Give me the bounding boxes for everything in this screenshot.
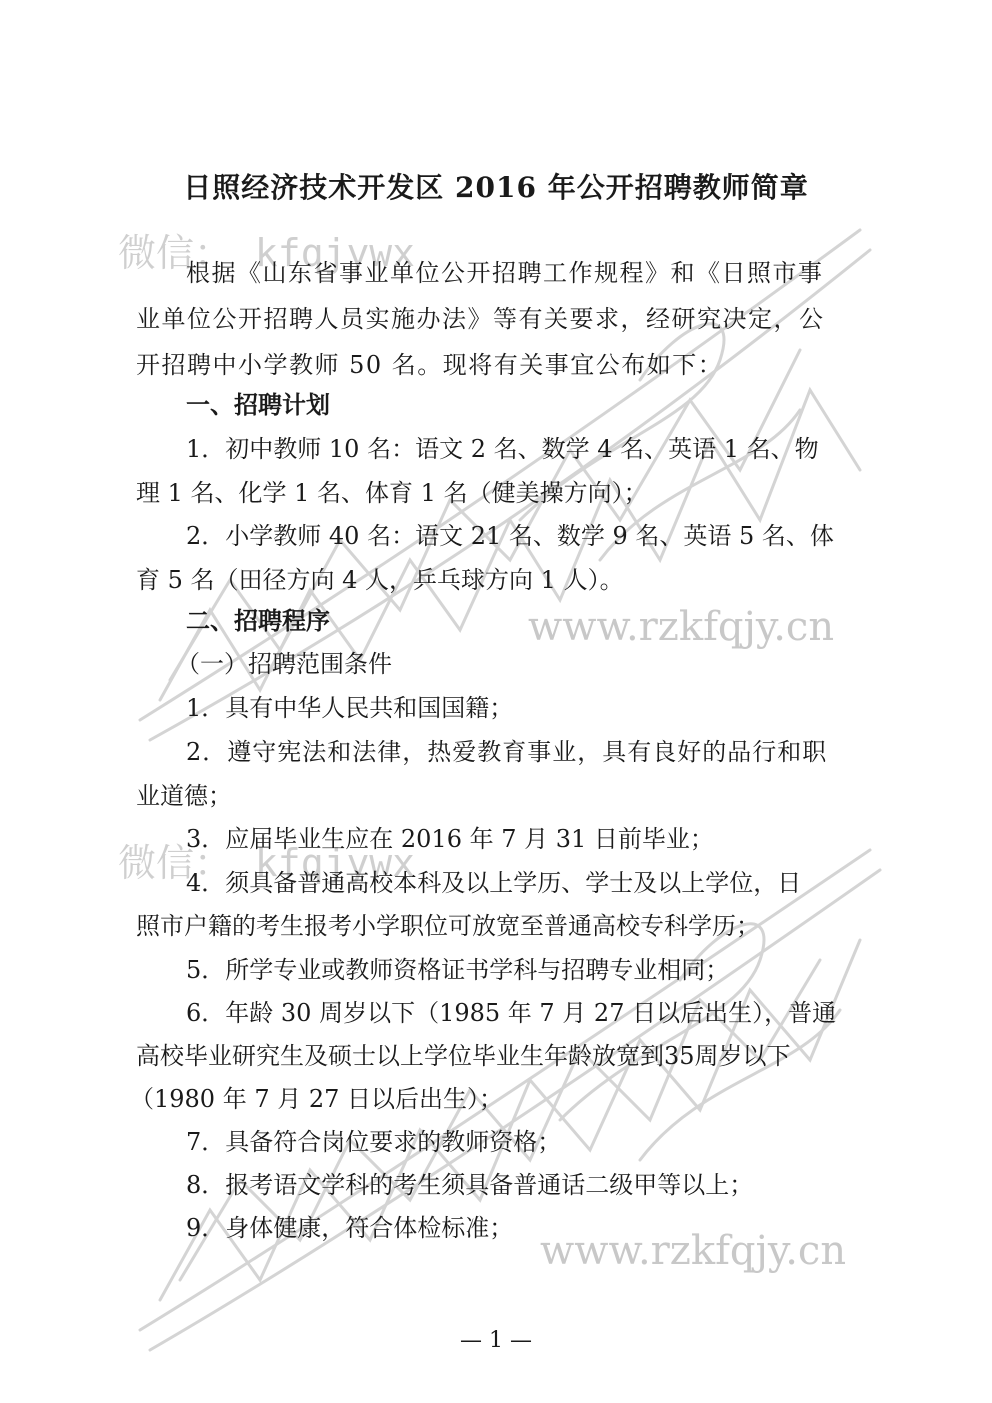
paragraph-line: 6．年龄 30 周岁以下（1985 年 7 月 27 日以后出生），普通 <box>186 999 837 1027</box>
paragraph-line: 业单位公开招聘人员实施办法》等有关要求，经研究决定，公 <box>136 305 825 333</box>
section-heading: 一、招聘计划 <box>186 391 330 419</box>
paragraph-line: 2．小学教师 40 名：语文 21 名、数学 9 名、英语 5 名、体 <box>186 522 834 550</box>
wechat-watermark: 微信： kfqjywx <box>118 231 416 275</box>
document-title: 日照经济技术开发区 2016 年公开招聘教师简章 <box>183 171 809 204</box>
subsection-heading: （一）招聘范围条件 <box>176 650 392 678</box>
paragraph-line: 业道德； <box>136 782 232 810</box>
paragraph-line: 理 1 名、化学 1 名、体育 1 名（健美操方向）； <box>136 479 648 507</box>
wechat-watermark: 微信： kfqjywx <box>118 841 416 885</box>
section-heading: 二、招聘程序 <box>186 607 330 635</box>
paragraph-line: 高校毕业研究生及硕士以上学位毕业生年龄放宽到35周岁以下 <box>136 1042 791 1070</box>
paragraph-line: 8．报考语文学科的考生须具备普通话二级甲等以上； <box>186 1171 754 1199</box>
paragraph-line: 3．应届毕业生应在 2016 年 7 月 31 日前毕业； <box>186 825 714 853</box>
paragraph-line: 5．所学专业或教师资格证书学科与招聘专业相同； <box>186 956 730 984</box>
paragraph-line: 4．须具备普通高校本科及以上学历、学士及以上学位，日 <box>186 869 802 897</box>
website-watermark: www.rzkfqjy.cn <box>540 1228 847 1274</box>
paragraph-line: 2．遵守宪法和法律，热爱教育事业，具有良好的品行和职 <box>186 738 828 766</box>
paragraph-line: 育 5 名（田径方向 4 人，乒乓球方向 1 人）。 <box>136 566 624 594</box>
paragraph-line: 1．具有中华人民共和国国籍； <box>186 694 514 722</box>
paragraph-line: 根据《山东省事业单位公开招聘工作规程》和《日照市事 <box>186 259 824 287</box>
paragraph-line: 9．身体健康，符合体检标准； <box>186 1214 514 1242</box>
paragraph-line: 开招聘中小学教师 50 名。现将有关事宜公布如下： <box>136 351 724 379</box>
paragraph-line: 7．具备符合岗位要求的教师资格； <box>186 1128 562 1156</box>
paragraph-line: 照市户籍的考生报考小学职位可放宽至普通高校专科学历； <box>136 912 760 940</box>
website-watermark: www.rzkfqjy.cn <box>528 604 835 650</box>
page-number: — 1 — <box>460 1328 532 1353</box>
paragraph-line: 1．初中教师 10 名：语文 2 名、数学 4 名、英语 1 名、物 <box>186 435 819 463</box>
paragraph-line: （1980 年 7 月 27 日以后出生）； <box>130 1085 504 1113</box>
